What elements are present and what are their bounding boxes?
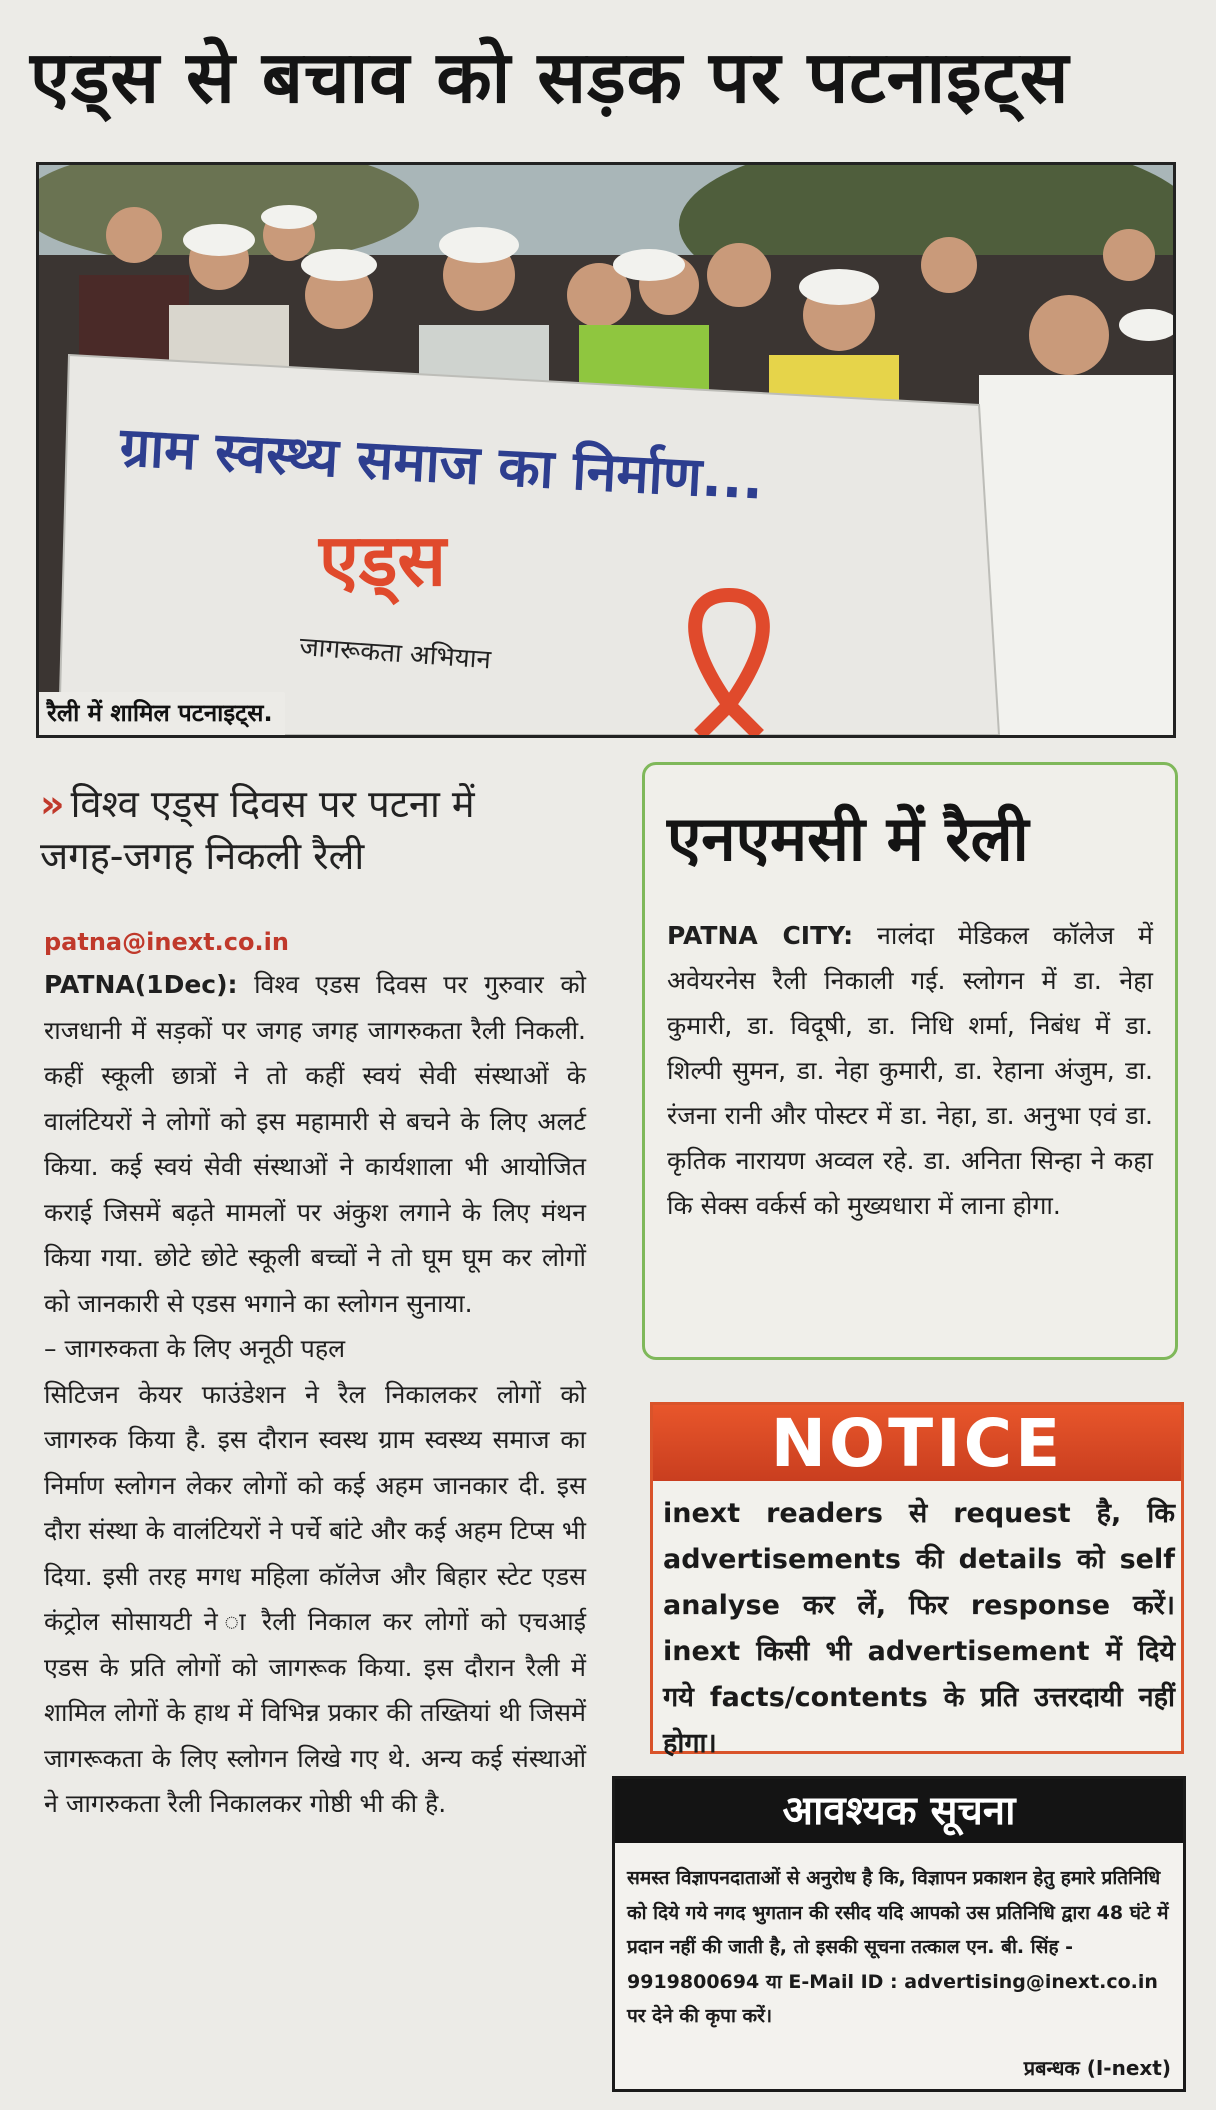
nmc-body: नालंदा मेडिकल कॉलेज में अवेयरनेस रैली निकाली गई. स्लोगन में डा. नेहा कुमारी, डा. विदूषी, डा. निधि शर्मा, निबंध में डा. शिल्पी सुमन, डा. नेहा कुमारी, डा. रेहाना अंजुम, डा. रंजना रानी और पोस्टर में डा. नेहा, डा. अनुभा एवं डा. कृतिक नारायण अव्वल रहे. डा. अनिता सिन्हा ने कहा कि सेक्स वर्कर्स को मुख्यधारा में लाना होगा.: [667, 921, 1154, 1220]
rally-photo: [36, 162, 1176, 738]
article-subhead: [40, 778, 600, 882]
article-para3: सिटिजन केयर फाउंडेशन ने रैल निकालकर लोगों को जागरुक किया है. इस दौरान स्वस्थ ग्राम स्वस्थ्य समाज का निर्माण स्लोगन लेकर लोगों को कई अहम जानकार दी. इस दौरा संस्था के वालंटियरों ने पर्चे बांटे और कई अहम टिप्स भी दिया. इसी तरह मगध महिला कॉलेज और बिहार स्टेट एडस कंट्रोल सोसायटी ने ा रैली निकाल कर लोगों को एचआई एडस के प्रति लोगों को जागरूक किया. इस दौरान रैली में शामिल लोगों के हाथ में विभिन्न प्रकार की तख्तियां थी जिसमें जागरूकता के लिए स्लोगन लिखे गए थे. अन्य कई संस्थाओं ने जागरुकता रैली निकालकर गोष्ठी भी की है.: [44, 1379, 586, 1818]
nmc-dateline: PATNA CITY:: [667, 921, 854, 950]
important-notice-box: [612, 1776, 1186, 2092]
article-body: [44, 962, 586, 1827]
nmc-rally-box: [642, 762, 1178, 1360]
manager-signature: प्रबन्धक (I-next): [1023, 2056, 1171, 2080]
banner-title: एड्स: [319, 518, 447, 602]
notice-title: NOTICE: [653, 1405, 1181, 1481]
article-para1: [44, 962, 586, 1326]
article-para2: – जागरुकता के लिए अनूठी पहल: [44, 1334, 346, 1363]
banner-subtitle: जागरूकता अभियान: [298, 632, 492, 676]
rally-illustration: [39, 165, 1173, 735]
photo-caption: रैली में शामिल पटनाइट्स.: [39, 692, 285, 735]
notice-box: [650, 1402, 1184, 1759]
reporter-email: patna@inext.co.in: [44, 928, 289, 956]
page-headline: एड्स से बचाव को सड़क पर पटनाइट्स: [30, 35, 1070, 119]
chevron-right-icon: »: [40, 782, 65, 826]
important-notice-text: समस्त विज्ञापनदाताओं से अनुरोध है कि, विज्ञापन प्रकाशन हेतु हमारे प्रतिनिधि को दिये गये नगद भुगतान की रसीद यदि आपको उस प्रतिनिधि द्वारा 48 घंटे में प्रदान नहीं की जाती है, तो इसकी सूचना तत्काल एन. बी. सिंह - 9919800694 या E-Mail ID : advertising@inext.co.in पर देने की कृपा करें।: [627, 1867, 1169, 2027]
banner-slogan: ग्राम स्वस्थ्य समाज का निर्माण...: [118, 415, 765, 512]
nmc-title: एनएमसी में रैली: [667, 802, 1029, 875]
nmc-text: [667, 913, 1153, 1228]
subhead-line2: जगह-जगह निकली रैली: [40, 834, 365, 878]
article-dateline: PATNA(1Dec):: [44, 970, 238, 999]
notice-text: inext readers से request है, कि advertisements की details को self analyse कर लें, फिर response करें। inext किसी भी advertisement में दिये गये facts/contents के प्रति उत्तरदायी नहीं होगा।: [663, 1498, 1175, 1759]
subhead-line1: विश्व एड्स दिवस पर पटना में: [70, 782, 475, 826]
article-para1-text: विश्व एडस दिवस पर गुरुवार को राजधानी में सड़कों पर जगह जगह जागरुकता रैली निकली. कहीं स्कूली छात्रों ने तो कहीं स्वयं सेवी संस्थाओं के वालंटियरों ने लोगों को इस महामारी से बचने के लिए अलर्ट किया. कई स्वयं सेवी संस्थाओं ने कार्यशाला भी आयोजित कराई जिसमें बढ़ते मामलों पर अंकुश लगाने के लिए मंथन किया गया. छोटे छोटे स्कूली बच्चों ने तो घूम घूम कर लोगों को जानकारी से एडस भगाने का स्लोगन सुनाया.: [44, 970, 586, 1318]
important-notice-title: आवश्यक सूचना: [615, 1779, 1183, 1843]
